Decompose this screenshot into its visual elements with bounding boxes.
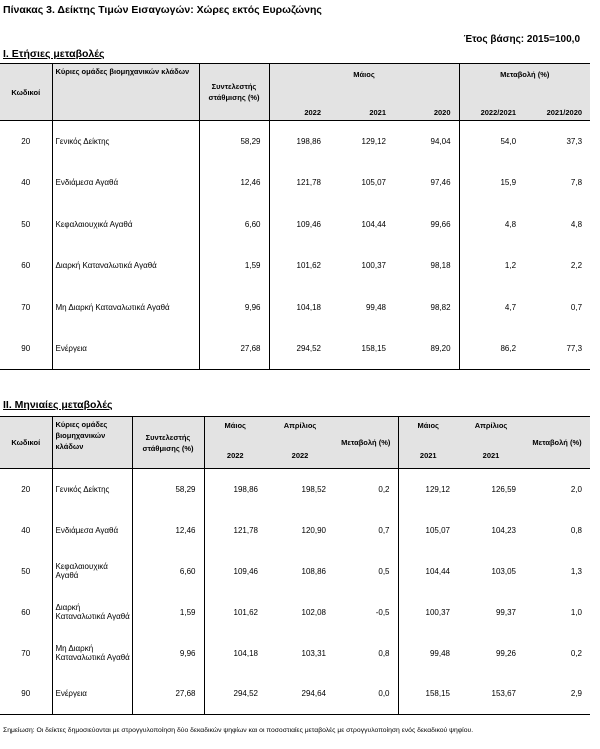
- row-value-2021: 105,07: [361, 178, 386, 188]
- header-year-2021: 2021: [458, 443, 524, 469]
- row-group-name: Διαρκή Καταναλωτικά Αγαθά: [52, 245, 199, 287]
- row-group-name: Διαρκή Καταναλωτικά Αγαθά: [52, 592, 132, 633]
- row-code: 20: [0, 469, 52, 510]
- row-weight: 6,60: [199, 204, 269, 246]
- row-change-2022: 0,5: [334, 551, 398, 592]
- table-row: [0, 592, 590, 633]
- row-change-2022: 0,0: [334, 674, 398, 715]
- header-april-2021: Απρίλιος: [458, 417, 524, 443]
- row-may-2022: 101,62: [233, 607, 258, 617]
- row-may-2021: 158,15: [425, 689, 450, 699]
- row-change-2022: 0,7: [334, 510, 398, 551]
- header-weight: Συντελεστής στάθμισης (%): [199, 64, 269, 121]
- row-change-2022-2021: 4,7: [504, 302, 517, 312]
- row-change-2022: -0,5: [334, 592, 398, 633]
- row-value-2022: 294,52: [296, 344, 321, 353]
- row-weight: 27,68: [199, 328, 269, 370]
- row-change-2022-2021: 54,0: [500, 137, 517, 146]
- footnote: Σημείωση: Οι δείκτες δημοσιεύονται με στρογγυλοποίηση δύο δεκαδικών ψηφίων και οι ποσοστιαίες μεταβολές με στρογγυλοποίηση ενός δεκαδικού ψηφίου.: [3, 727, 474, 734]
- row-change-2022: 0,2: [334, 469, 398, 510]
- row-change-2021-2020: 37,3: [566, 137, 583, 146]
- row-weight: 1,59: [132, 592, 204, 633]
- row-april-2021: 99,37: [495, 607, 516, 617]
- header-month: Μάιος: [269, 64, 459, 85]
- row-change-2021-2020: 2,2: [570, 261, 583, 271]
- row-code: 60: [0, 592, 52, 633]
- row-weight: 58,29: [132, 469, 204, 510]
- table-row: [0, 469, 590, 510]
- row-april-2022: 294,64: [301, 689, 326, 699]
- row-may-2021: 100,37: [425, 607, 450, 617]
- row-weight: 12,46: [199, 162, 269, 204]
- row-change-2022-2021: 1,2: [504, 261, 517, 271]
- row-may-2021: 129,12: [425, 484, 450, 494]
- table-row: [0, 245, 590, 287]
- header-year-2020: 2020: [394, 85, 459, 121]
- row-value-2021: 99,48: [365, 302, 386, 312]
- row-april-2021: 99,26: [495, 648, 516, 658]
- table-row: [0, 551, 590, 592]
- header-change-2021-2020: 2021/2020: [524, 85, 590, 121]
- row-april-2022: 103,31: [301, 648, 326, 658]
- row-value-2021: 100,37: [361, 261, 386, 271]
- row-change-2021: 1,0: [570, 607, 582, 617]
- row-change-2021: 2,9: [570, 689, 582, 699]
- row-change-2021: 0,8: [570, 525, 582, 535]
- row-april-2022: 108,86: [301, 566, 326, 576]
- table-row: [0, 633, 590, 674]
- row-value-2022: 121,78: [296, 178, 321, 188]
- row-code: 50: [0, 204, 52, 246]
- row-april-2022: 198,52: [301, 484, 326, 494]
- row-change-2022-2021: 15,9: [500, 178, 517, 188]
- row-change-2021-2020: 77,3: [566, 344, 583, 353]
- row-weight: 1,59: [199, 245, 269, 287]
- row-may-2021: 105,07: [425, 525, 450, 535]
- row-change-2021-2020: 4,8: [570, 219, 583, 229]
- row-may-2022: 104,18: [233, 648, 258, 658]
- header-year-2021: 2021: [398, 443, 458, 469]
- row-value-2020: 98,18: [394, 245, 459, 287]
- row-change-2021: 0,2: [570, 648, 582, 658]
- row-weight: 58,29: [199, 121, 269, 163]
- row-change-2022-2021: 4,8: [504, 219, 517, 229]
- section-annual-title: I. Ετήσιες μεταβολές: [3, 48, 105, 60]
- table-row: [0, 510, 590, 551]
- row-april-2022: 120,90: [301, 525, 326, 535]
- row-april-2021: 104,23: [491, 525, 516, 535]
- header-change-2022: Μεταβολή (%): [334, 417, 398, 469]
- row-april-2021: 153,67: [491, 689, 516, 699]
- row-group-name: Ενδιάμεσα Αγαθά: [52, 162, 199, 204]
- row-change-2022-2021: 86,2: [500, 344, 517, 353]
- row-weight: 27,68: [132, 674, 204, 715]
- header-year-2022: 2022: [204, 443, 266, 469]
- row-code: 70: [0, 633, 52, 674]
- header-may-2021: Μάιος: [398, 417, 458, 443]
- row-change-2021-2020: 0,7: [570, 302, 583, 312]
- row-value-2022: 109,46: [296, 219, 321, 229]
- section-monthly-title: II. Μηνιαίες μεταβολές: [3, 399, 113, 411]
- row-change-2021: 1,3: [570, 566, 582, 576]
- row-value-2021: 129,12: [361, 137, 386, 146]
- row-code: 50: [0, 551, 52, 592]
- row-group-name: Κεφαλαιουχικά Αγαθά: [52, 551, 132, 592]
- table-row: [0, 162, 590, 204]
- row-may-2022: 294,52: [233, 689, 258, 699]
- row-may-2022: 121,78: [233, 525, 258, 535]
- row-group-name: Μη Διαρκή Καταναλωτικά Αγαθά: [52, 287, 199, 329]
- row-code: 70: [0, 287, 52, 329]
- table-title: Πίνακας 3. Δείκτης Τιμών Εισαγωγών: Χώρες εκτός Ευρωζώνης: [3, 4, 322, 16]
- row-group-name: Ενέργεια: [52, 674, 132, 715]
- row-weight: 9,96: [199, 287, 269, 329]
- row-group-name: Γενικός Δείκτης: [52, 469, 132, 510]
- row-weight: 9,96: [132, 633, 204, 674]
- table-row: [0, 204, 590, 246]
- row-april-2021: 126,59: [491, 484, 516, 494]
- row-change-2021: 2,0: [570, 484, 582, 494]
- row-value-2020: 89,20: [394, 328, 459, 370]
- header-year-2022: 2022: [269, 85, 329, 121]
- row-value-2022: 101,62: [296, 261, 321, 271]
- row-change-2022: 0,8: [334, 633, 398, 674]
- row-code: 60: [0, 245, 52, 287]
- row-weight: 6,60: [132, 551, 204, 592]
- row-value-2022: 198,86: [296, 137, 321, 146]
- table-row: [0, 328, 590, 370]
- table-row: [0, 287, 590, 329]
- row-value-2021: 104,44: [361, 219, 386, 229]
- row-weight: 12,46: [132, 510, 204, 551]
- header-april-2022: Απρίλιος: [266, 417, 334, 443]
- row-group-name: Ενδιάμεσα Αγαθά: [52, 510, 132, 551]
- row-april-2022: 102,08: [301, 607, 326, 617]
- header-change: Μεταβολή (%): [459, 64, 590, 85]
- row-code: 90: [0, 674, 52, 715]
- row-group-name: Γενικός Δείκτης: [52, 121, 199, 163]
- row-group-name: Ενέργεια: [52, 328, 199, 370]
- row-group-name: Κεφαλαιουχικά Αγαθά: [52, 204, 199, 246]
- row-may-2022: 109,46: [233, 566, 258, 576]
- row-value-2021: 158,15: [361, 344, 386, 353]
- row-april-2021: 103,05: [491, 566, 516, 576]
- row-value-2020: 94,04: [394, 121, 459, 163]
- monthly-changes-table: [0, 416, 590, 715]
- row-code: 90: [0, 328, 52, 370]
- header-may-2022: Μάιος: [204, 417, 266, 443]
- row-value-2022: 104,18: [296, 302, 321, 312]
- table-row: [0, 121, 590, 163]
- row-code: 40: [0, 510, 52, 551]
- row-change-2021-2020: 7,8: [570, 178, 583, 188]
- header-year-2022: 2022: [266, 443, 334, 469]
- base-year-label: Έτος βάσης: 2015=100,0: [463, 34, 580, 45]
- header-code: Κωδικοί: [0, 64, 52, 121]
- table-row: [0, 674, 590, 715]
- header-year-2021: 2021: [329, 85, 394, 121]
- row-may-2021: 104,44: [425, 566, 450, 576]
- header-groups: Κύριες ομάδες βιομηχανικών κλάδων: [52, 64, 199, 121]
- row-value-2020: 99,66: [394, 204, 459, 246]
- header-change-2021: Μεταβολή (%): [524, 417, 590, 469]
- header-groups: Κύριες ομάδες βιομηχανικών κλάδων: [52, 417, 132, 469]
- row-value-2020: 98,82: [394, 287, 459, 329]
- row-code: 20: [0, 121, 52, 163]
- row-code: 40: [0, 162, 52, 204]
- header-code: Κωδικοί: [0, 417, 52, 469]
- header-weight: Συντελεστής στάθμισης (%): [132, 417, 204, 469]
- row-may-2022: 198,86: [233, 484, 258, 494]
- annual-changes-table: [0, 63, 590, 370]
- row-group-name: Μη Διαρκή Καταναλωτικά Αγαθά: [52, 633, 132, 674]
- header-change-2022-2021: 2022/2021: [459, 85, 524, 121]
- row-may-2021: 99,48: [429, 648, 450, 658]
- row-value-2020: 97,46: [394, 162, 459, 204]
